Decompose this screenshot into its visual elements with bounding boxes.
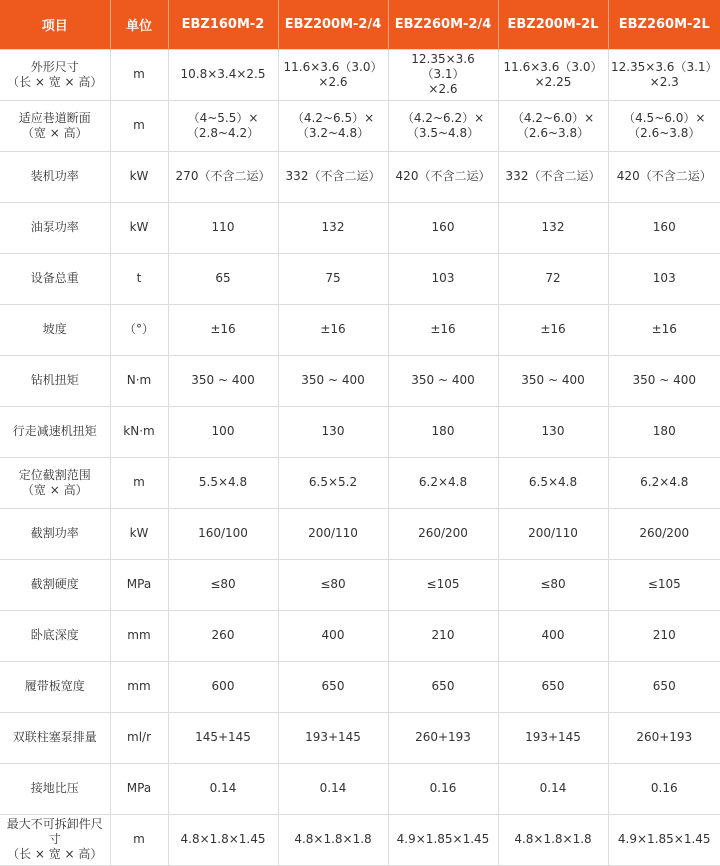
row-unit: kW (110, 202, 168, 253)
row-label: 卧底深度 (0, 610, 110, 661)
table-cell: 12.35×3.6（3.1） ×2.3 (608, 49, 720, 100)
header-model: EBZ200M-2/4 (278, 0, 388, 49)
table-cell: 650 (388, 661, 498, 712)
table-cell: 350 ~ 400 (168, 355, 278, 406)
table-cell: 180 (608, 406, 720, 457)
row-label: 外形尺寸 （长 × 宽 × 高） (0, 49, 110, 100)
row-label: 油泵功率 (0, 202, 110, 253)
row-unit: m (110, 814, 168, 865)
table-cell: 200/110 (498, 508, 608, 559)
row-unit: kN·m (110, 406, 168, 457)
row-unit: ml/r (110, 712, 168, 763)
table-cell: 160 (608, 202, 720, 253)
table-cell: 260/200 (608, 508, 720, 559)
row-label: 最大不可拆卸件尺寸 （长 × 宽 × 高） (0, 814, 110, 865)
table-cell: ≤80 (278, 559, 388, 610)
table-cell: 11.6×3.6（3.0） ×2.25 (498, 49, 608, 100)
table-row (0, 49, 720, 100)
row-unit: mm (110, 661, 168, 712)
row-label: 接地比压 (0, 763, 110, 814)
header-row (0, 0, 720, 49)
table-cell: ±16 (498, 304, 608, 355)
table-cell: 180 (388, 406, 498, 457)
table-cell: 160 (388, 202, 498, 253)
table-row (0, 712, 720, 763)
table-cell: 12.35×3.6（3.1） ×2.6 (388, 49, 498, 100)
table-cell: 6.2×4.8 (608, 457, 720, 508)
table-cell: 100 (168, 406, 278, 457)
row-label: 坡度 (0, 304, 110, 355)
table-cell: 350 ~ 400 (278, 355, 388, 406)
table-cell: ±16 (388, 304, 498, 355)
table-cell: 4.8×1.8×1.8 (498, 814, 608, 865)
table-row (0, 151, 720, 202)
table-row (0, 508, 720, 559)
row-label: 截割硬度 (0, 559, 110, 610)
table-cell: 145+145 (168, 712, 278, 763)
table-cell: 4.8×1.8×1.8 (278, 814, 388, 865)
table-row (0, 814, 720, 865)
table-cell: 270（不含二运） (168, 151, 278, 202)
table-cell: 75 (278, 253, 388, 304)
table-cell: 400 (498, 610, 608, 661)
table-cell: 0.14 (168, 763, 278, 814)
table-cell: 130 (498, 406, 608, 457)
table-cell: 350 ~ 400 (498, 355, 608, 406)
table-cell: 260/200 (388, 508, 498, 559)
table-cell: 420（不含二运） (608, 151, 720, 202)
table-cell: 10.8×3.4×2.5 (168, 49, 278, 100)
row-unit: （°） (110, 304, 168, 355)
table-cell: 4.9×1.85×1.45 (608, 814, 720, 865)
table-cell: 210 (388, 610, 498, 661)
table-row (0, 406, 720, 457)
header-model: EBZ260M-2L (608, 0, 720, 49)
row-unit: kW (110, 151, 168, 202)
table-cell: 72 (498, 253, 608, 304)
row-label: 截割功率 (0, 508, 110, 559)
table-cell: 160/100 (168, 508, 278, 559)
table-cell: 193+145 (278, 712, 388, 763)
table-cell: （4.5~6.0）× （2.6~3.8） (608, 100, 720, 151)
table-cell: 6.2×4.8 (388, 457, 498, 508)
header-model: EBZ160M-2 (168, 0, 278, 49)
table-cell: 132 (498, 202, 608, 253)
row-label: 装机功率 (0, 151, 110, 202)
table-cell: ≤105 (388, 559, 498, 610)
table-cell: 65 (168, 253, 278, 304)
table-cell: 260+193 (608, 712, 720, 763)
table-cell: 332（不含二运） (278, 151, 388, 202)
row-unit: m (110, 49, 168, 100)
table-cell: ≤80 (498, 559, 608, 610)
table-cell: （4.2~6.5）× （3.2~4.8） (278, 100, 388, 151)
table-cell: 260+193 (388, 712, 498, 763)
table-cell: 0.14 (498, 763, 608, 814)
header-model: EBZ260M-2/4 (388, 0, 498, 49)
table-cell: 0.14 (278, 763, 388, 814)
table-cell: 650 (608, 661, 720, 712)
table-cell: 420（不含二运） (388, 151, 498, 202)
table-cell: 0.16 (388, 763, 498, 814)
table-cell: ≤105 (608, 559, 720, 610)
row-label: 钻机扭矩 (0, 355, 110, 406)
row-unit: kW (110, 508, 168, 559)
header-unit: 单位 (110, 0, 168, 49)
header-model: EBZ200M-2L (498, 0, 608, 49)
table-cell: ±16 (278, 304, 388, 355)
table-cell: 103 (388, 253, 498, 304)
row-unit: MPa (110, 559, 168, 610)
table-row (0, 661, 720, 712)
row-unit: N·m (110, 355, 168, 406)
table-cell: 110 (168, 202, 278, 253)
row-unit: m (110, 100, 168, 151)
row-label: 行走减速机扭矩 (0, 406, 110, 457)
table-row (0, 355, 720, 406)
row-unit: m (110, 457, 168, 508)
table-cell: 0.16 (608, 763, 720, 814)
table-cell: 350 ~ 400 (388, 355, 498, 406)
table-cell: 11.6×3.6（3.0） ×2.6 (278, 49, 388, 100)
table-cell: 600 (168, 661, 278, 712)
row-label: 设备总重 (0, 253, 110, 304)
table-cell: 400 (278, 610, 388, 661)
row-label: 双联柱塞泵排量 (0, 712, 110, 763)
table-row (0, 763, 720, 814)
table-cell: 103 (608, 253, 720, 304)
table-row (0, 559, 720, 610)
table-cell: （4.2~6.2）× （3.5~4.8） (388, 100, 498, 151)
table-row (0, 304, 720, 355)
table-row (0, 457, 720, 508)
row-unit: MPa (110, 763, 168, 814)
row-unit: t (110, 253, 168, 304)
table-row (0, 253, 720, 304)
table-cell: （4~5.5）× （2.8~4.2） (168, 100, 278, 151)
table-cell: 210 (608, 610, 720, 661)
row-unit: mm (110, 610, 168, 661)
table-cell: 130 (278, 406, 388, 457)
table-cell: 4.8×1.8×1.45 (168, 814, 278, 865)
row-label: 履带板宽度 (0, 661, 110, 712)
table-cell: （4.2~6.0）× （2.6~3.8） (498, 100, 608, 151)
row-label: 定位截割范围 （宽 × 高） (0, 457, 110, 508)
table-row (0, 202, 720, 253)
table-cell: 200/110 (278, 508, 388, 559)
table-cell: 6.5×5.2 (278, 457, 388, 508)
table-cell: 350 ~ 400 (608, 355, 720, 406)
table-cell: 5.5×4.8 (168, 457, 278, 508)
table-row (0, 610, 720, 661)
table-cell: 193+145 (498, 712, 608, 763)
table-cell: 650 (278, 661, 388, 712)
table-row (0, 100, 720, 151)
table-cell: 6.5×4.8 (498, 457, 608, 508)
header-item: 项目 (0, 0, 110, 49)
table-cell: 650 (498, 661, 608, 712)
table-cell: ≤80 (168, 559, 278, 610)
table-cell: 260 (168, 610, 278, 661)
table-cell: 332（不含二运） (498, 151, 608, 202)
table-cell: 4.9×1.85×1.45 (388, 814, 498, 865)
row-label: 适应巷道断面 （宽 × 高） (0, 100, 110, 151)
table-cell: 132 (278, 202, 388, 253)
table-cell: ±16 (168, 304, 278, 355)
table-cell: ±16 (608, 304, 720, 355)
